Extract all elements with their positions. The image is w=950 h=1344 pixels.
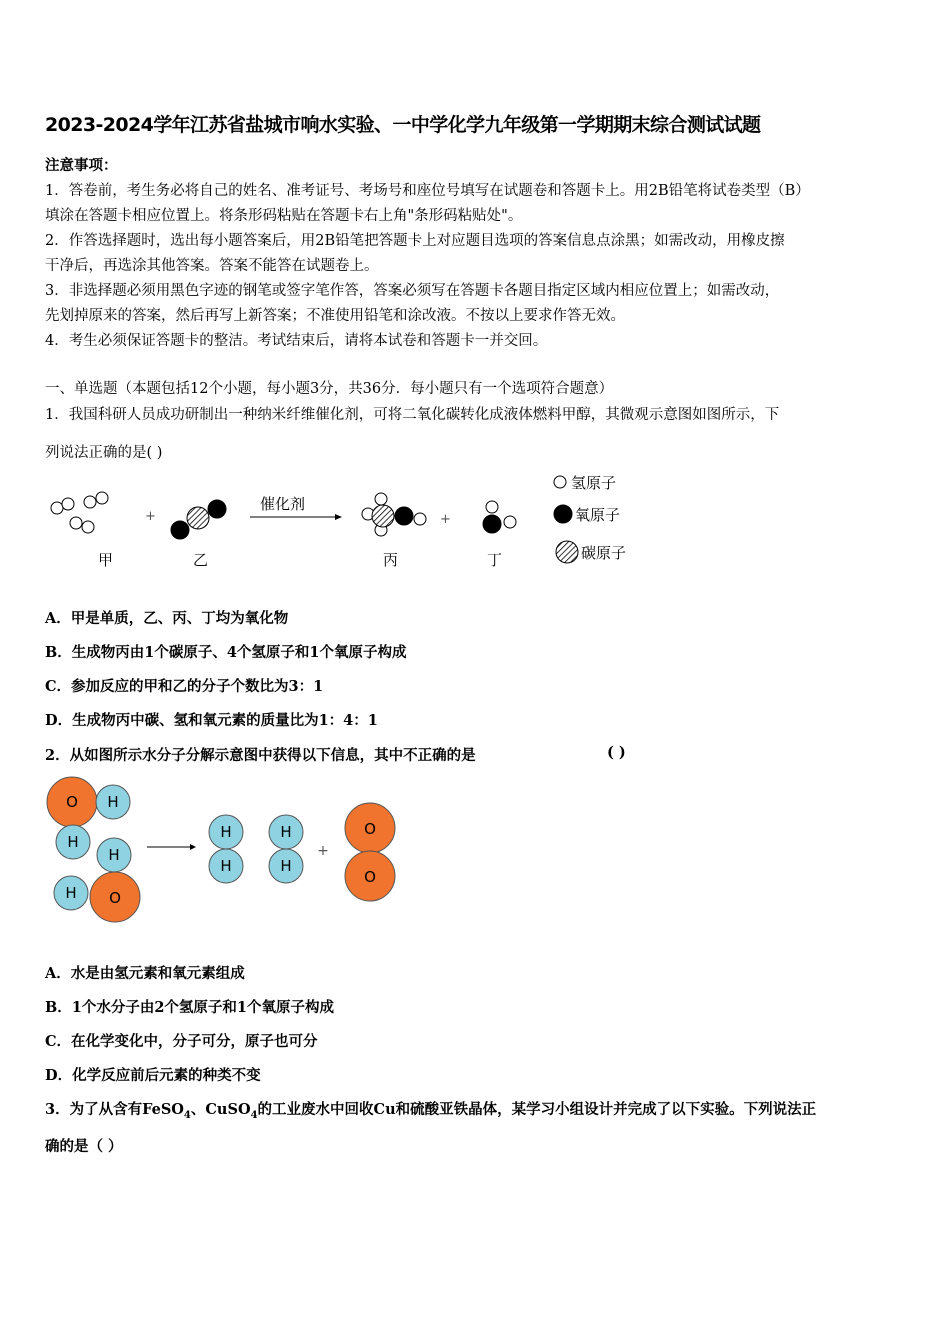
atom-label: H: [107, 793, 119, 811]
arrow-head: [335, 514, 342, 520]
molecule-ding: [483, 501, 516, 533]
atom-label: H: [220, 823, 232, 841]
catalyst-label: 催化剂: [260, 495, 306, 513]
q2-bracket: ( ): [607, 744, 626, 761]
plus-sign: +: [145, 509, 156, 524]
q1-option-d: D．生成物丙中碳、氢和氧元素的质量比为1：4：1: [45, 712, 378, 729]
atom-label: H: [220, 857, 232, 875]
q1-option-c: C．参加反应的甲和乙的分子个数比为3：1: [45, 678, 324, 695]
legend-carbon: 碳原子: [581, 544, 627, 562]
q2-option-b: B．1个水分子由2个氢原子和1个氧原子构成: [45, 999, 335, 1016]
q3-stem: [45, 1098, 816, 1121]
atom-label: H: [280, 823, 292, 841]
subscript: 4: [183, 1109, 191, 1121]
legend-oxygen: 氧原子: [575, 506, 621, 524]
molecule-yi: [171, 500, 226, 539]
molecule-jia: [51, 492, 108, 533]
q3-stem-part: 、CuSO: [190, 1101, 251, 1118]
label-yi: 乙: [193, 551, 209, 569]
q2-option-a: A．水是由氢元素和氧元素组成: [45, 965, 245, 982]
notice-line: 4．考生必须保证答题卡的整洁。考试结束后，请将本试卷和答题卡一并交回。: [45, 333, 548, 349]
q2-stem: 2．从如图所示水分子分解示意图中获得以下信息，其中不正确的是: [45, 747, 476, 764]
q1-option-a: A．甲是单质，乙、丙、丁均为氧化物: [45, 610, 289, 627]
atom-label: O: [364, 868, 376, 886]
label-bing: 丙: [383, 551, 399, 569]
atom-label: H: [108, 846, 120, 864]
notice-heading: 注意事项：: [45, 157, 118, 174]
atom-label: O: [109, 889, 121, 907]
section-heading: 一、单选题（本题包括12个小题，每小题3分，共36分．每小题只有一个选项符合题意）: [45, 381, 614, 397]
q2-water-decomposition-figure: [40, 772, 410, 932]
label-jia: 甲: [98, 551, 114, 569]
notice-line: 3．非选择题必须用黑色字迹的钢笔或签字笔作答，答案必须写在答题卡各题目指定区域内相应位置上；如需改动，: [45, 283, 780, 299]
atom-label: H: [67, 833, 79, 851]
q1-stem: 1．我国科研人员成功研制出一种纳米纤维催化剂，可将二氧化碳转化成液体燃料甲醇，其微观示意图如图所示，下: [45, 407, 780, 423]
plus-sign: +: [317, 843, 329, 859]
q1-option-b: B．生成物丙由1个碳原子、4个氢原子和1个氧原子构成: [45, 644, 407, 661]
label-ding: 丁: [487, 551, 503, 569]
legend: [554, 474, 626, 563]
atom-label: O: [364, 820, 376, 838]
notice-line: 1．答卷前，考生务必将自己的姓名、准考证号、考场号和座位号填写在试题卷和答题卡上。用2B铅笔将试卷类型（B）: [45, 183, 810, 199]
q3-stem-part: 3．为了从含有FeSO: [45, 1101, 184, 1118]
notice-line: 2．作答选择题时，选出每小题答案后，用2B铅笔把答题卡上对应题目选项的答案信息点涂黑；如需改动，用橡皮擦: [45, 233, 785, 249]
atom-label: H: [280, 857, 292, 875]
legend-hydrogen: 氢原子: [571, 474, 617, 492]
atom-label: O: [66, 793, 78, 811]
notice-line: 填涂在答题卡相应位置上。将条形码粘贴在答题卡右上角"条形码粘贴处"。: [45, 208, 523, 224]
molecule-bing: [362, 493, 426, 536]
q2-option-d: D．化学反应前后元素的种类不变: [45, 1067, 261, 1084]
notice-line: 先划掉原来的答案，然后再写上新答案；不准使用铅笔和涂改液。不按以上要求作答无效。: [45, 308, 625, 324]
q3-stem-cont: 确的是（ ）: [45, 1138, 123, 1155]
atom-label: H: [65, 884, 77, 902]
q1-stem-cont: 列说法正确的是( ): [45, 445, 163, 461]
q1-reaction-figure: [40, 470, 660, 580]
subscript: 4: [250, 1109, 258, 1121]
notice-line: 干净后，再选涂其他答案。答案不能答在试题卷上。: [45, 258, 379, 274]
plus-sign: +: [440, 512, 451, 527]
page-title: 2023-2024学年江苏省盐城市响水实验、一中学化学九年级第一学期期末综合测试试题: [45, 114, 761, 136]
q3-stem-part: 的工业废水中回收Cu和硫酸亚铁晶体，某学习小组设计并完成了以下实验。下列说法正: [257, 1101, 817, 1118]
q2-option-c: C．在化学变化中，分子可分，原子也可分: [45, 1033, 318, 1050]
